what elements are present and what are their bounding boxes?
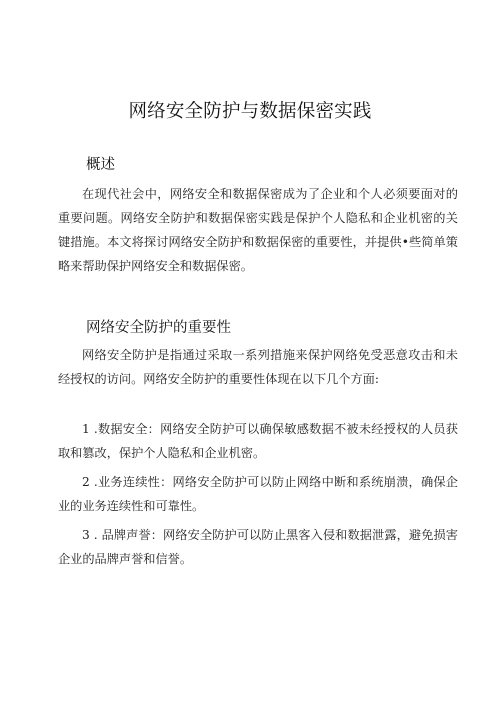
overview-paragraph: 在现代社会中，网络安全和数据保密成为了企业和个人必须要面对的重要问题。网络安全防护和数据保密实践是保护个人隐私和企业机密的关键措施。本文将探讨网络安全防护和数据保密的重要性，并提供•些简单策略来帮助保护网络安全和数据保密。 (58, 187, 458, 273)
list-item-brand-reputation: 3 . 品牌声誉：网络安全防护可以防止黑客入侵和数据泄露，避免损害企业的品牌声誉和信誉。 (58, 528, 458, 566)
section-heading-overview: 概述 (86, 157, 115, 173)
document-title: 网络安全防护与数据保密实践 (128, 101, 372, 122)
section-heading-importance: 网络安全防护的重要性 (86, 320, 231, 336)
list-item-business-continuity: 2 .业务连续性：网络安全防护可以防止网络中断和系统崩溃，确保企业的业务连续性和可靠性。 (58, 475, 458, 513)
importance-paragraph: 网络安全防护是指通过采取一系列措施来保护网络免受恶意攻击和未经授权的访问。网络安全防护的重要性体现在以下几个方面: (58, 348, 458, 386)
list-item-data-security: 1 .数据安全：网络安全防护可以确保敏感数据不被未经授权的人员获取和篡改，保护个人隐私和企业机密。 (58, 422, 458, 460)
